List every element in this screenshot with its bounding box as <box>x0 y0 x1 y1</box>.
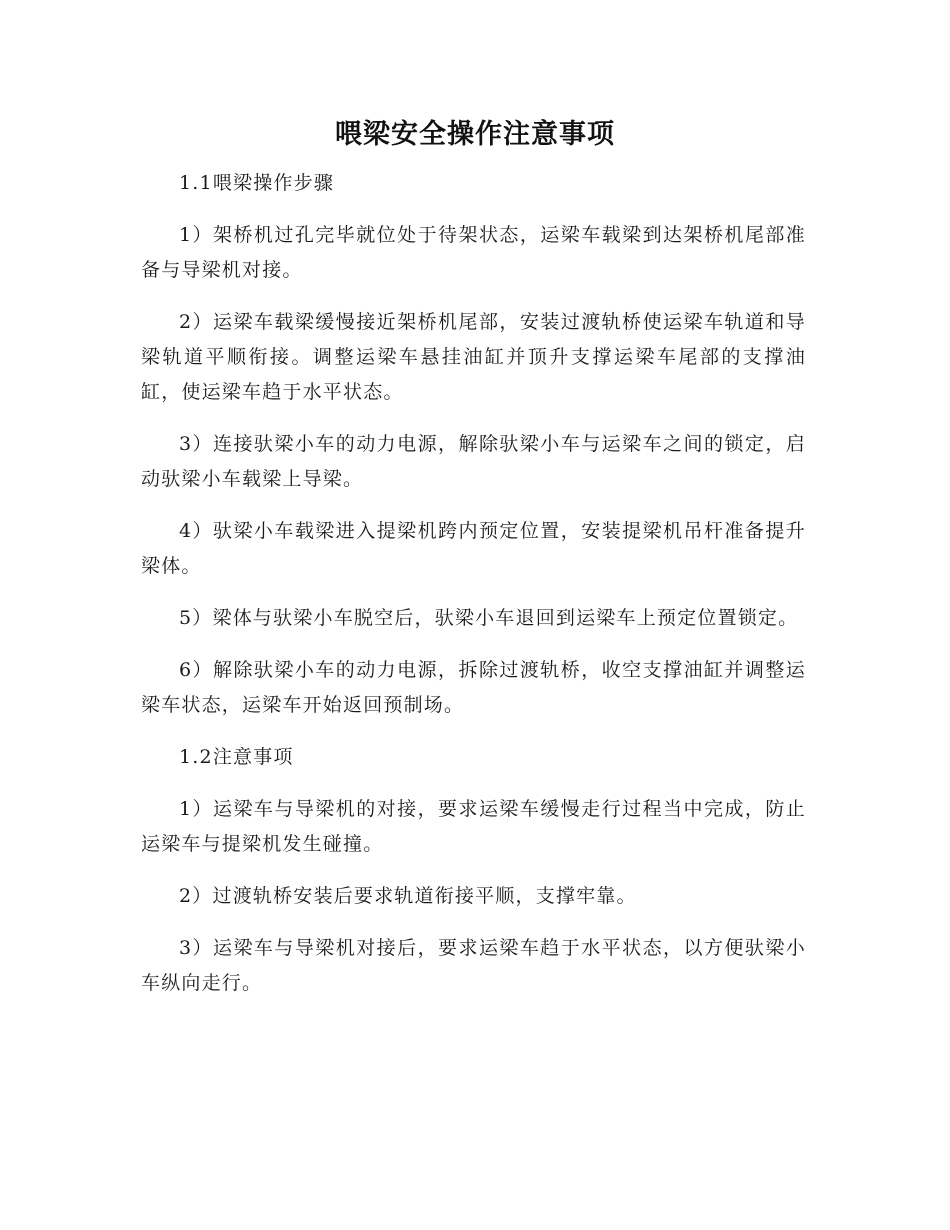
step-paragraph-1: 1）架桥机过孔完毕就位处于待架状态，运梁车载梁到达架桥机尾部准备与导梁机对接。 <box>141 224 806 281</box>
step-paragraph-6: 6）解除驮梁小车的动力电源，拆除过渡轨桥，收空支撑油缸并调整运梁车状态，运梁车开始返回预制场。 <box>141 659 806 716</box>
step-paragraph-5: 5）梁体与驮梁小车脱空后，驮梁小车退回到运梁车上预定位置锁定。 <box>179 607 799 629</box>
step-paragraph-3: 3）连接驮梁小车的动力电源，解除驮梁小车与运梁车之间的锁定，启动驮梁小车载梁上导梁。 <box>141 433 806 490</box>
document-body <box>141 166 806 1018</box>
precaution-paragraph-3: 3）运梁车与导梁机对接后，要求运梁车趋于水平状态，以方便驮梁小车纵向走行。 <box>141 937 806 994</box>
step-paragraph-4: 4）驮梁小车载梁进入提梁机跨内预定位置，安装提梁机吊杆准备提升梁体。 <box>141 520 806 577</box>
precaution-paragraph-2: 2）过渡轨桥安装后要求轨道衔接平顺，支撑牢靠。 <box>179 885 637 907</box>
section-heading-precautions: 1.2注意事项 <box>179 746 294 768</box>
document-title: 喂梁安全操作注意事项 <box>335 119 615 150</box>
step-paragraph-2: 2）运梁车载梁缓慢接近架桥机尾部，安装过渡轨桥使运梁车轨道和导梁轨道平顺衔接。调整运梁车悬挂油缸并顶升支撑运梁车尾部的支撑油缸，使运梁车趋于水平状态。 <box>141 311 806 403</box>
section-heading-operation-steps: 1.1喂梁操作步骤 <box>179 172 335 194</box>
precaution-paragraph-1: 1）运梁车与导梁机的对接，要求运梁车缓慢走行过程当中完成，防止运梁车与提梁机发生碰撞。 <box>141 798 806 855</box>
